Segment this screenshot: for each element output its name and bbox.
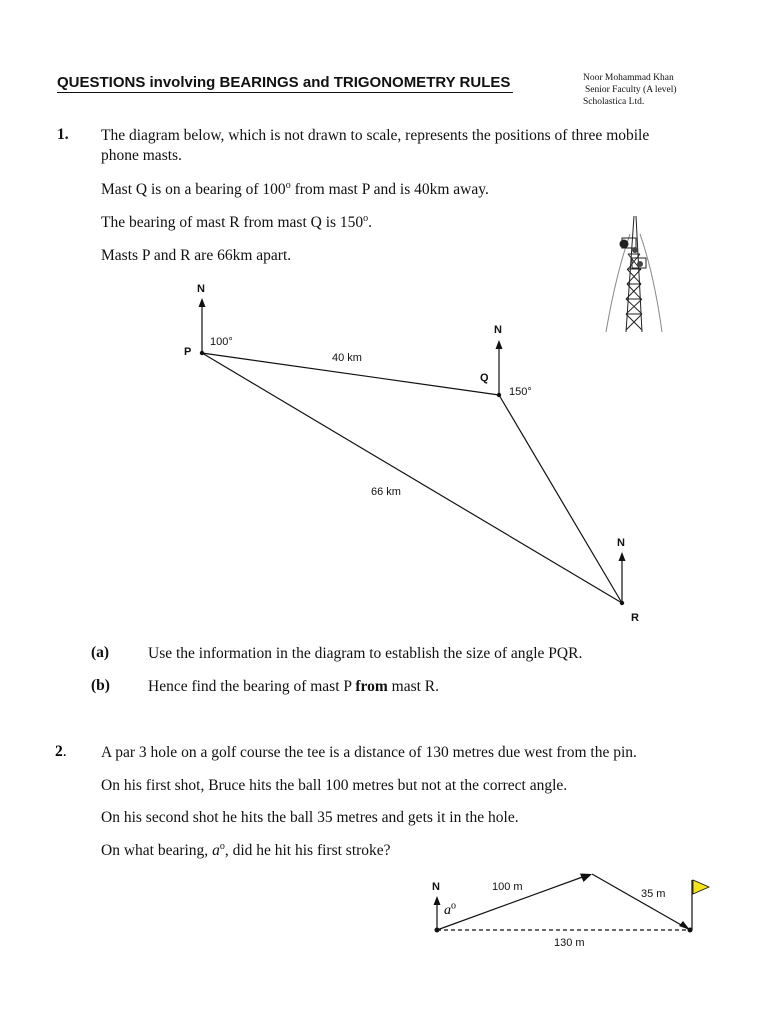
- question-2-line-1: A par 3 hole on a golf course the tee is a distance of 130 metres due west from the pin.: [101, 744, 637, 761]
- north-label-tee: N: [432, 881, 440, 893]
- part-b-letter: (b): [91, 677, 110, 694]
- point-label-p: P: [184, 346, 192, 358]
- page-title: QUESTIONS involving BEARINGS and TRIGONOMETRY RULES: [57, 74, 511, 91]
- question-2-number: 2.: [55, 743, 67, 760]
- flag-icon: [693, 880, 709, 894]
- angle-label-q: 150°: [509, 386, 532, 398]
- question-1-line-1: Mast Q is on a bearing of 100$^o$ from mast P and is 40km away.: [101, 179, 489, 198]
- segment-qr: [499, 395, 622, 603]
- part-a-letter: (a): [91, 644, 110, 661]
- angle-label-p: 100°: [210, 336, 233, 348]
- point-label-q: Q: [480, 372, 489, 384]
- author-role: Senior Faculty (A level): [585, 85, 677, 95]
- point-label-r: R: [631, 612, 639, 624]
- second-shot-line: [592, 874, 690, 930]
- author-org: Scholastica Ltd.: [583, 97, 645, 107]
- distance-label-second-shot: 35 m: [641, 888, 666, 900]
- question-1-intro: The diagram below, which is not drawn to scale, represents the positions of three mobile phone masts.: [101, 127, 650, 164]
- author-name: Noor Mohammad Khan: [583, 73, 674, 83]
- distance-label-total: 130 m: [554, 937, 585, 949]
- distance-label-first-shot: 100 m: [492, 881, 523, 893]
- angle-label-a: $a^o$: [444, 900, 456, 918]
- part-a-text: Use the information in the diagram to establish the size of angle PQR.: [148, 645, 583, 662]
- golf-bearing-diagram: [0, 860, 768, 960]
- distance-label-pq: 40 km: [332, 352, 362, 364]
- part-b-text: Hence find the bearing of mast P from mast R.: [148, 678, 440, 695]
- question-2-line-4: On what bearing, $a^o$, did he hit his first stroke?: [101, 840, 391, 859]
- question-1-number: 1.: [57, 126, 69, 143]
- segment-pr: [202, 353, 622, 603]
- question-2-line-2: On his first shot, Bruce hits the ball 100 metres but not at the correct angle.: [101, 777, 568, 794]
- north-label-p: N: [197, 283, 205, 295]
- north-label-r: N: [617, 537, 625, 549]
- distance-label-pr: 66 km: [371, 486, 401, 498]
- question-1-line-3: Masts P and R are 66km apart.: [101, 247, 292, 264]
- north-label-q: N: [494, 324, 502, 336]
- question-1-line-2: The bearing of mast R from mast Q is 150$^o$.: [101, 212, 373, 231]
- question-2-line-3: On his second shot he hits the ball 35 metres and gets it in the hole.: [101, 809, 519, 826]
